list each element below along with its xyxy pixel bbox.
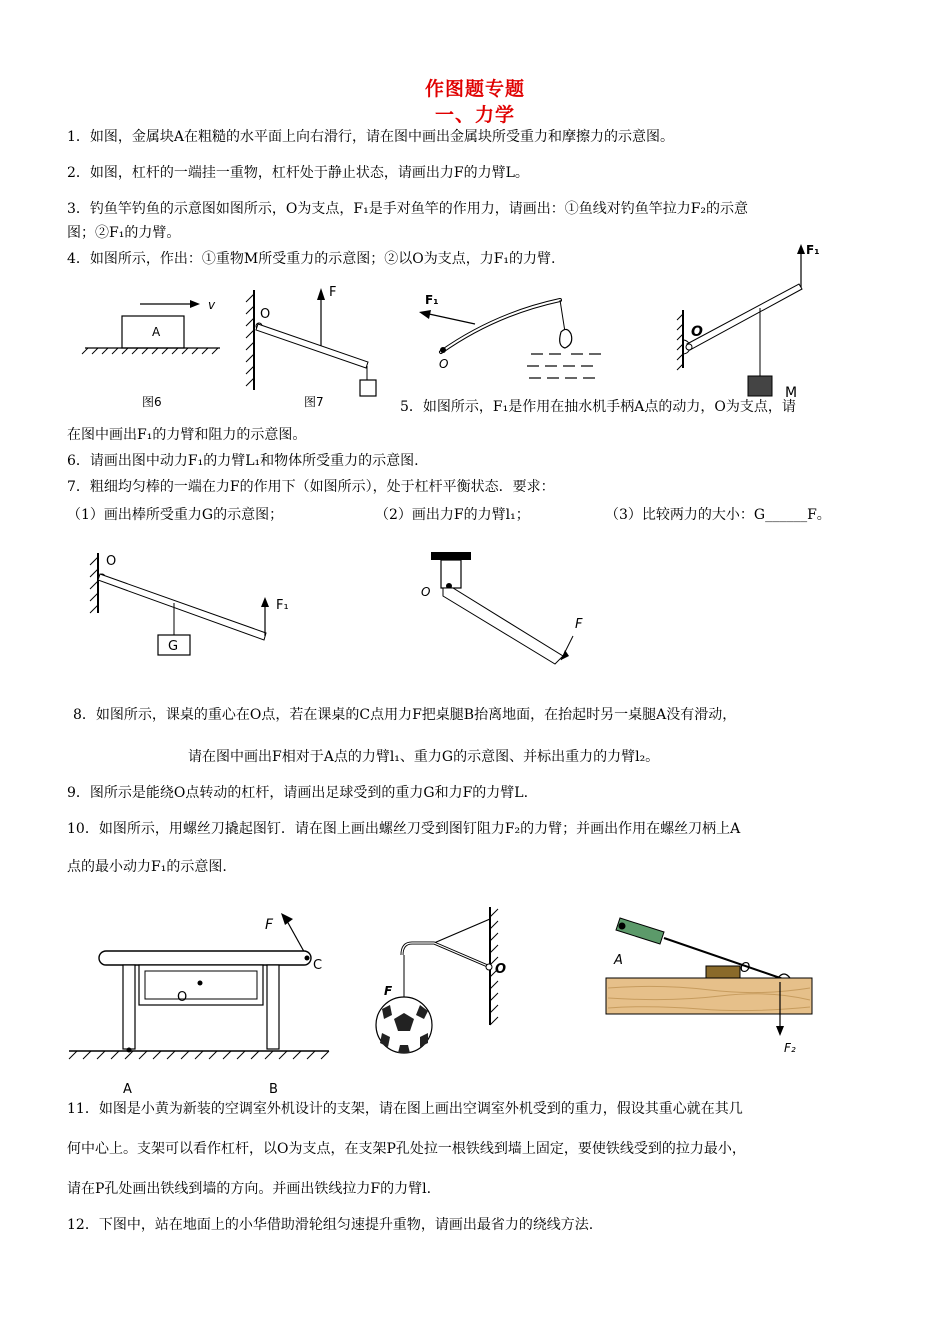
figure-football-lever <box>368 905 518 1060</box>
question-1: 1．如图，金属块A在粗糙的水平面上向右滑行，请在图中画出金属块所受重力和摩擦力的示意图。 <box>67 129 675 145</box>
figure-hinged-rod <box>415 548 605 673</box>
bracket-pivot-label: O <box>495 962 507 977</box>
pivot-label: O <box>260 307 271 322</box>
figure-screwdriver <box>600 910 820 1055</box>
leg-a-label: A <box>123 1082 132 1097</box>
question-7: 7．粗细均匀棒的一端在力F的作用下（如图所示），处于杠杆平衡状态．要求： <box>67 479 555 495</box>
question-5-line-1: 5．如图所示，F₁是作用在抽水机手柄A点的动力，O为支点，请 <box>400 399 796 415</box>
hanging-weight <box>360 380 376 396</box>
page-title: 作图题专题 <box>424 78 525 100</box>
figure-fishing-rod <box>415 288 610 388</box>
figure-inclined-lever <box>80 545 300 665</box>
question-11-line-1: 11．如图是小黄为新装的空调室外机设计的支架，请在图上画出空调室外机受到的重力，假设其重心就在其几 <box>67 1101 743 1117</box>
question-3-line-1: 3．钓鱼竿钓鱼的示意图如图所示，O为支点，F₁是手对鱼竿的作用力，请画出：①鱼线对钓鱼竿拉力F₂的示意 <box>67 201 749 217</box>
question-2: 2．如图，杠杆的一端挂一重物，杠杆处于静止状态，请画出力F的力臂L。 <box>67 165 529 181</box>
question-10-line-2: 点的最小动力F₁的示意图. <box>67 859 227 875</box>
lever-force-label: F₁ <box>806 243 820 257</box>
hinge-pivot-label: O <box>421 585 431 599</box>
figure-6-caption: 图6 <box>142 395 162 409</box>
section-title: 一、力学 <box>434 104 515 126</box>
figure-7-caption: 图7 <box>304 395 324 409</box>
fishing-pivot-label: O <box>439 357 449 371</box>
question-7-part-2: （2）画出力F的力臂l₁； <box>375 507 530 523</box>
leg-b-label: B <box>269 1082 278 1097</box>
wood-board <box>606 978 812 1014</box>
mass-label: M <box>785 385 798 401</box>
question-3-line-2: 图；②F₁的力臂。 <box>67 225 181 241</box>
desk-force-label: F <box>265 917 274 933</box>
question-8-line-2: 请在图中画出F相对于A点的力臂l₁、重力G的示意图、并标出重力的力臂l₂。 <box>188 749 660 765</box>
hinge-force-label: F <box>575 617 583 632</box>
center-of-mass-label: O <box>177 990 188 1005</box>
question-11-line-2: 何中心上。支架可以看作杠杆，以O为支点，在支架P孔处拉一根铁线到墙上固定，要使铁线受到的拉力最小， <box>67 1141 746 1157</box>
ball-force-label: F <box>384 984 393 998</box>
weight-g-label: G <box>168 639 179 654</box>
inclined-pivot-label: O <box>106 554 117 569</box>
handle-point-label: A <box>614 953 623 968</box>
force-label: F <box>329 285 337 300</box>
question-8-line-1: 8．如图所示，课桌的重心在O点，若在课桌的C点用力F把桌腿B抬离地面，在抬起时另一桌腿A没有滑动， <box>73 707 737 723</box>
question-4: 4．如图所示，作出：①重物M所受重力的示意图；②以O为支点，力F₁的力臂. <box>67 251 556 267</box>
figure-desk <box>65 905 340 1095</box>
figure-block-sliding <box>80 290 240 408</box>
inclined-force-label: F₁ <box>276 598 289 613</box>
velocity-label: v <box>208 298 216 312</box>
question-10-line-1: 10．如图所示，用螺丝刀撬起图钉．请在图上画出螺丝刀受到图钉阻力F₂的力臂；并画出作用在螺丝刀柄上A <box>67 821 741 837</box>
question-6: 6．请画出图中动力F₁的力臂L₁和物体所受重力的示意图. <box>67 453 419 469</box>
block-label: A <box>152 325 161 339</box>
question-9: 9．图所示是能绕O点转动的杠杆，请画出足球受到的重力G和力F的力臂L. <box>67 785 529 801</box>
fishing-force-label: F₁ <box>425 293 439 307</box>
question-7-part-3: （3）比较两力的大小：G______F。 <box>605 507 831 523</box>
point-c-label: C <box>313 958 323 973</box>
figure-lever-mass <box>675 240 825 400</box>
question-12: 12．下图中，站在地面上的小华借助滑轮组匀速提升重物，请画出最省力的绕线方法. <box>67 1217 594 1233</box>
question-5-line-2: 在图中画出F₁的力臂和阻力的示意图。 <box>67 427 307 443</box>
lever-pivot-label: O <box>691 324 703 340</box>
question-11-line-3: 请在P孔处画出铁线到墙的方向。并画出铁线拉力F的力臂l. <box>67 1181 432 1197</box>
figure-lever-weight <box>234 280 384 408</box>
question-7-part-1: （1）画出棒所受重力G的示意图； <box>67 507 284 523</box>
screwdriver-pivot-label: O <box>740 961 751 976</box>
resistance-force-label: F₂ <box>784 1041 796 1055</box>
